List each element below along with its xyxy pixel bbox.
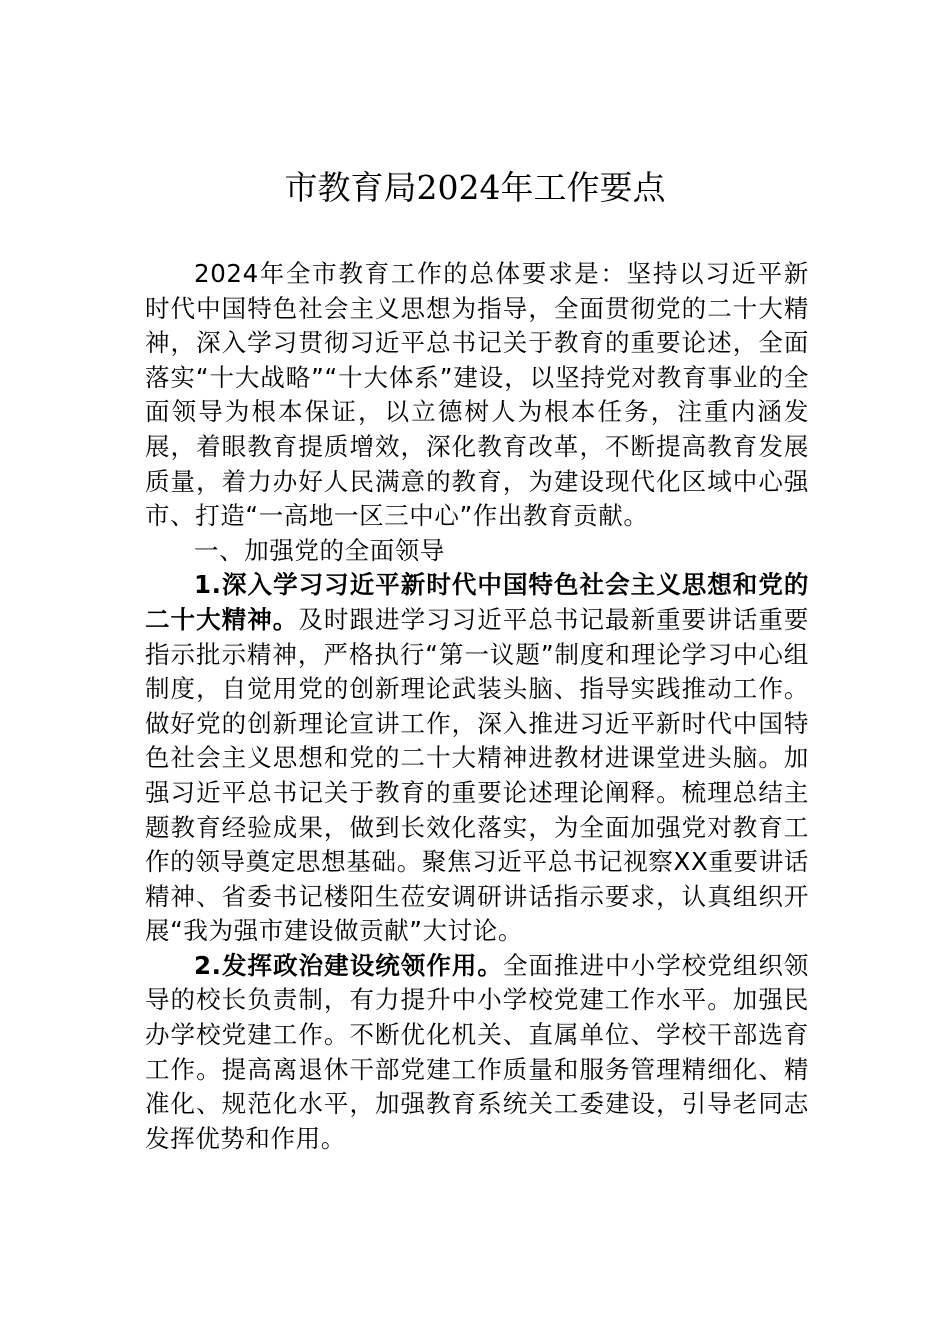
item-1-lead: 1.深入学习习近平新时代中国特色社会主义思想和党的二十大精神。 — [145, 570, 809, 634]
item-1-paragraph — [145, 568, 809, 949]
item-2-body: 全面推进中小学校党组织领导的校长负责制，有力提升中小学校党建工作水平。加强民办学校党建工作。不断优化机关、直属单位、学校干部选育工作。提高离退休干部党建工作质量和服务管理精细化、精准化、规范化水平，加强教育系统关工委建设，引导老同志发挥优势和作用。 — [145, 950, 810, 1153]
document-body — [145, 257, 809, 1156]
section-heading: 一、加强党的全面领导 — [194, 535, 445, 565]
intro-paragraph: 2024年全市教育工作的总体要求是：坚持以习近平新时代中国特色社会主义思想为指导，全面贯彻党的二十大精神，深入学习贯彻习近平总书记关于教育的重要论述，全面落实“十大战略”“十大体系”建设，以坚持党对教育事业的全面领导为根本保证，以立德树人为根本任务，注重内涵发展，着眼教育提质增效，深化教育改革，不断提高教育发展质量，着力办好人民满意的教育，为建设现代化区域中心强市、打造“一高地一区三中心”作出教育贡献。 — [145, 259, 809, 531]
item-1-body: 及时跟进学习习近平总书记最新重要讲话重要指示批示精神，严格执行“第一议题”制度和理论学习中心组制度，自觉用党的创新理论武装头脑、指导实践推动工作。做好党的创新理论宣讲工作，深入推进习近平新时代中国特色社会主义思想和党的二十大精神进教材进课堂进头脑。加强习近平总书记关于教育的重要论述理论阐释。梳理总结主题教育经验成果，做到长效化落实，为全面加强党对教育工作的领导奠定思想基础。聚焦习近平总书记视察XX重要讲话精神、省委书记楼阳生莅安调研讲话指示要求，认真组织开展“我为强市建设做贡献”大讨论。 — [145, 604, 809, 946]
item-2-paragraph — [145, 949, 809, 1157]
document-title: 市教育局2024年工作要点 — [284, 168, 666, 207]
item-2-lead: 2.发挥政治建设统领作用。 — [194, 950, 503, 980]
